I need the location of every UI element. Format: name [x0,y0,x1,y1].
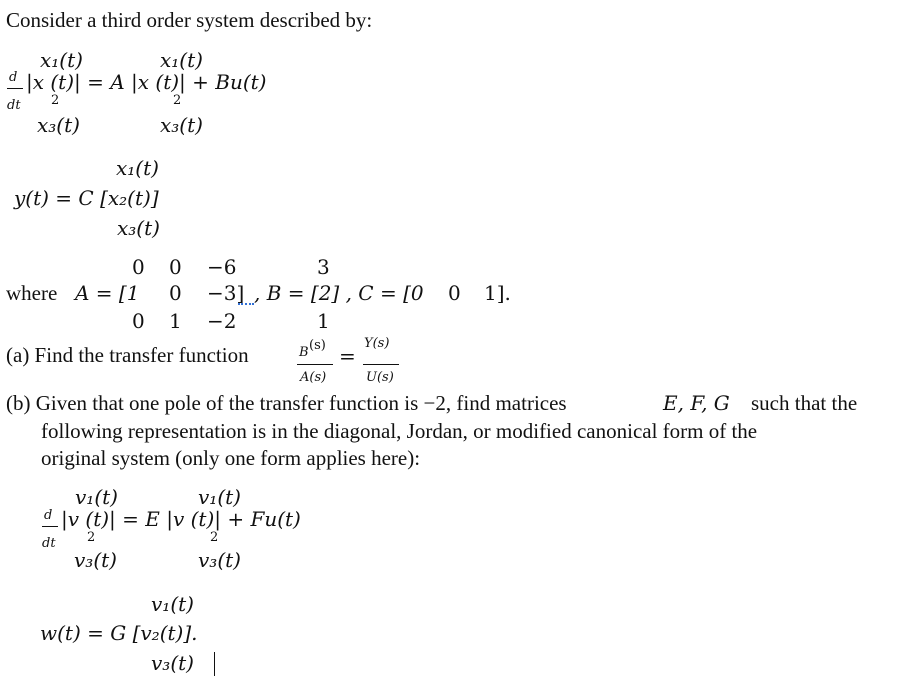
part-b-vars: E, F, G [663,391,730,415]
output-x1: x₁(t) [116,156,159,180]
part-b-line1: (b) Given that one pole of the transfer function is −2, find matrices [6,391,567,415]
newoutput-v1: v₁(t) [151,592,194,616]
newstate-rhs-sub2: 2 [210,530,219,545]
spellcheck-underline [238,303,254,305]
part-b-line3: original system (only one form applies here): [41,446,421,470]
newstate-middle-row: |v (t)| = E |v (t)| + Fu(t) [61,507,301,531]
tf-denominator-2: U(s) [366,370,394,385]
B-bottom: 1 [317,309,330,333]
A-r1c1: 0 [132,255,145,279]
state-fraction-bar [7,88,23,89]
newstate-fraction-bar [42,526,58,527]
part-b-line2: following representation is in the diagonal, Jordan, or modified canonical form of the [41,419,758,443]
state-rhs-sub2: 2 [173,93,182,108]
A-r3c3: −2 [207,309,237,333]
output-middle-row: y(t) = C [x₂(t)] [14,186,159,210]
part-a-text: (a) Find the transfer function [6,343,249,367]
newstate-rhs-v3: v₃(t) [198,548,241,572]
C-middle: 0 [448,281,461,305]
tf-bar-2 [363,364,399,365]
newstate-rhs-v1: v₁(t) [198,485,241,509]
state-lhs-sub2: 2 [51,93,60,108]
B-top: 3 [317,255,330,279]
tf-numerator-2: Y(s) [364,336,390,351]
A-label: A = [1 [75,281,140,305]
state-dt: dt [7,98,21,113]
newoutput-v3: v₃(t) [151,651,194,675]
text-cursor [214,652,215,676]
B-C-label: , B = [2] , C = [0 [254,281,424,305]
tf-equals: = [339,344,356,368]
A-r2c3: −3] [207,281,245,305]
output-x3: x₃(t) [117,216,160,240]
newstate-lhs-v1: v₁(t) [75,485,118,509]
state-lhs-x1: x₁(t) [40,48,83,72]
newstate-dt: dt [42,536,56,551]
state-rhs-x3: x₃(t) [160,113,203,137]
A-r2c2: 0 [169,281,182,305]
state-middle-row: |x (t)| = A |x (t)| + Bu(t) [26,70,267,94]
state-lhs-x3: x₃(t) [37,113,80,137]
tf-bar-1 [297,364,333,365]
where-label: where [6,281,58,305]
A-r1c2: 0 [169,255,182,279]
tf-numerator-1: (s) [309,338,326,353]
newstate-lhs-v3: v₃(t) [74,548,117,572]
state-rhs-x1: x₁(t) [160,48,203,72]
A-r3c2: 1 [169,309,182,333]
newoutput-middle-row: w(t) = G [v₂(t)]. [40,621,198,645]
intro-text: Consider a third order system described by: [6,8,373,32]
A-r3c1: 0 [132,309,145,333]
tf-B-letter: B [299,345,309,360]
newstate-lhs-sub2: 2 [87,530,96,545]
tf-denominator-1: A(s) [300,370,327,385]
A-r1c3: −6 [207,255,237,279]
state-d: d [9,70,18,85]
newstate-d: d [44,508,53,523]
part-b-line1-end: such that the [751,391,858,415]
C-end: 1]. [484,281,511,305]
